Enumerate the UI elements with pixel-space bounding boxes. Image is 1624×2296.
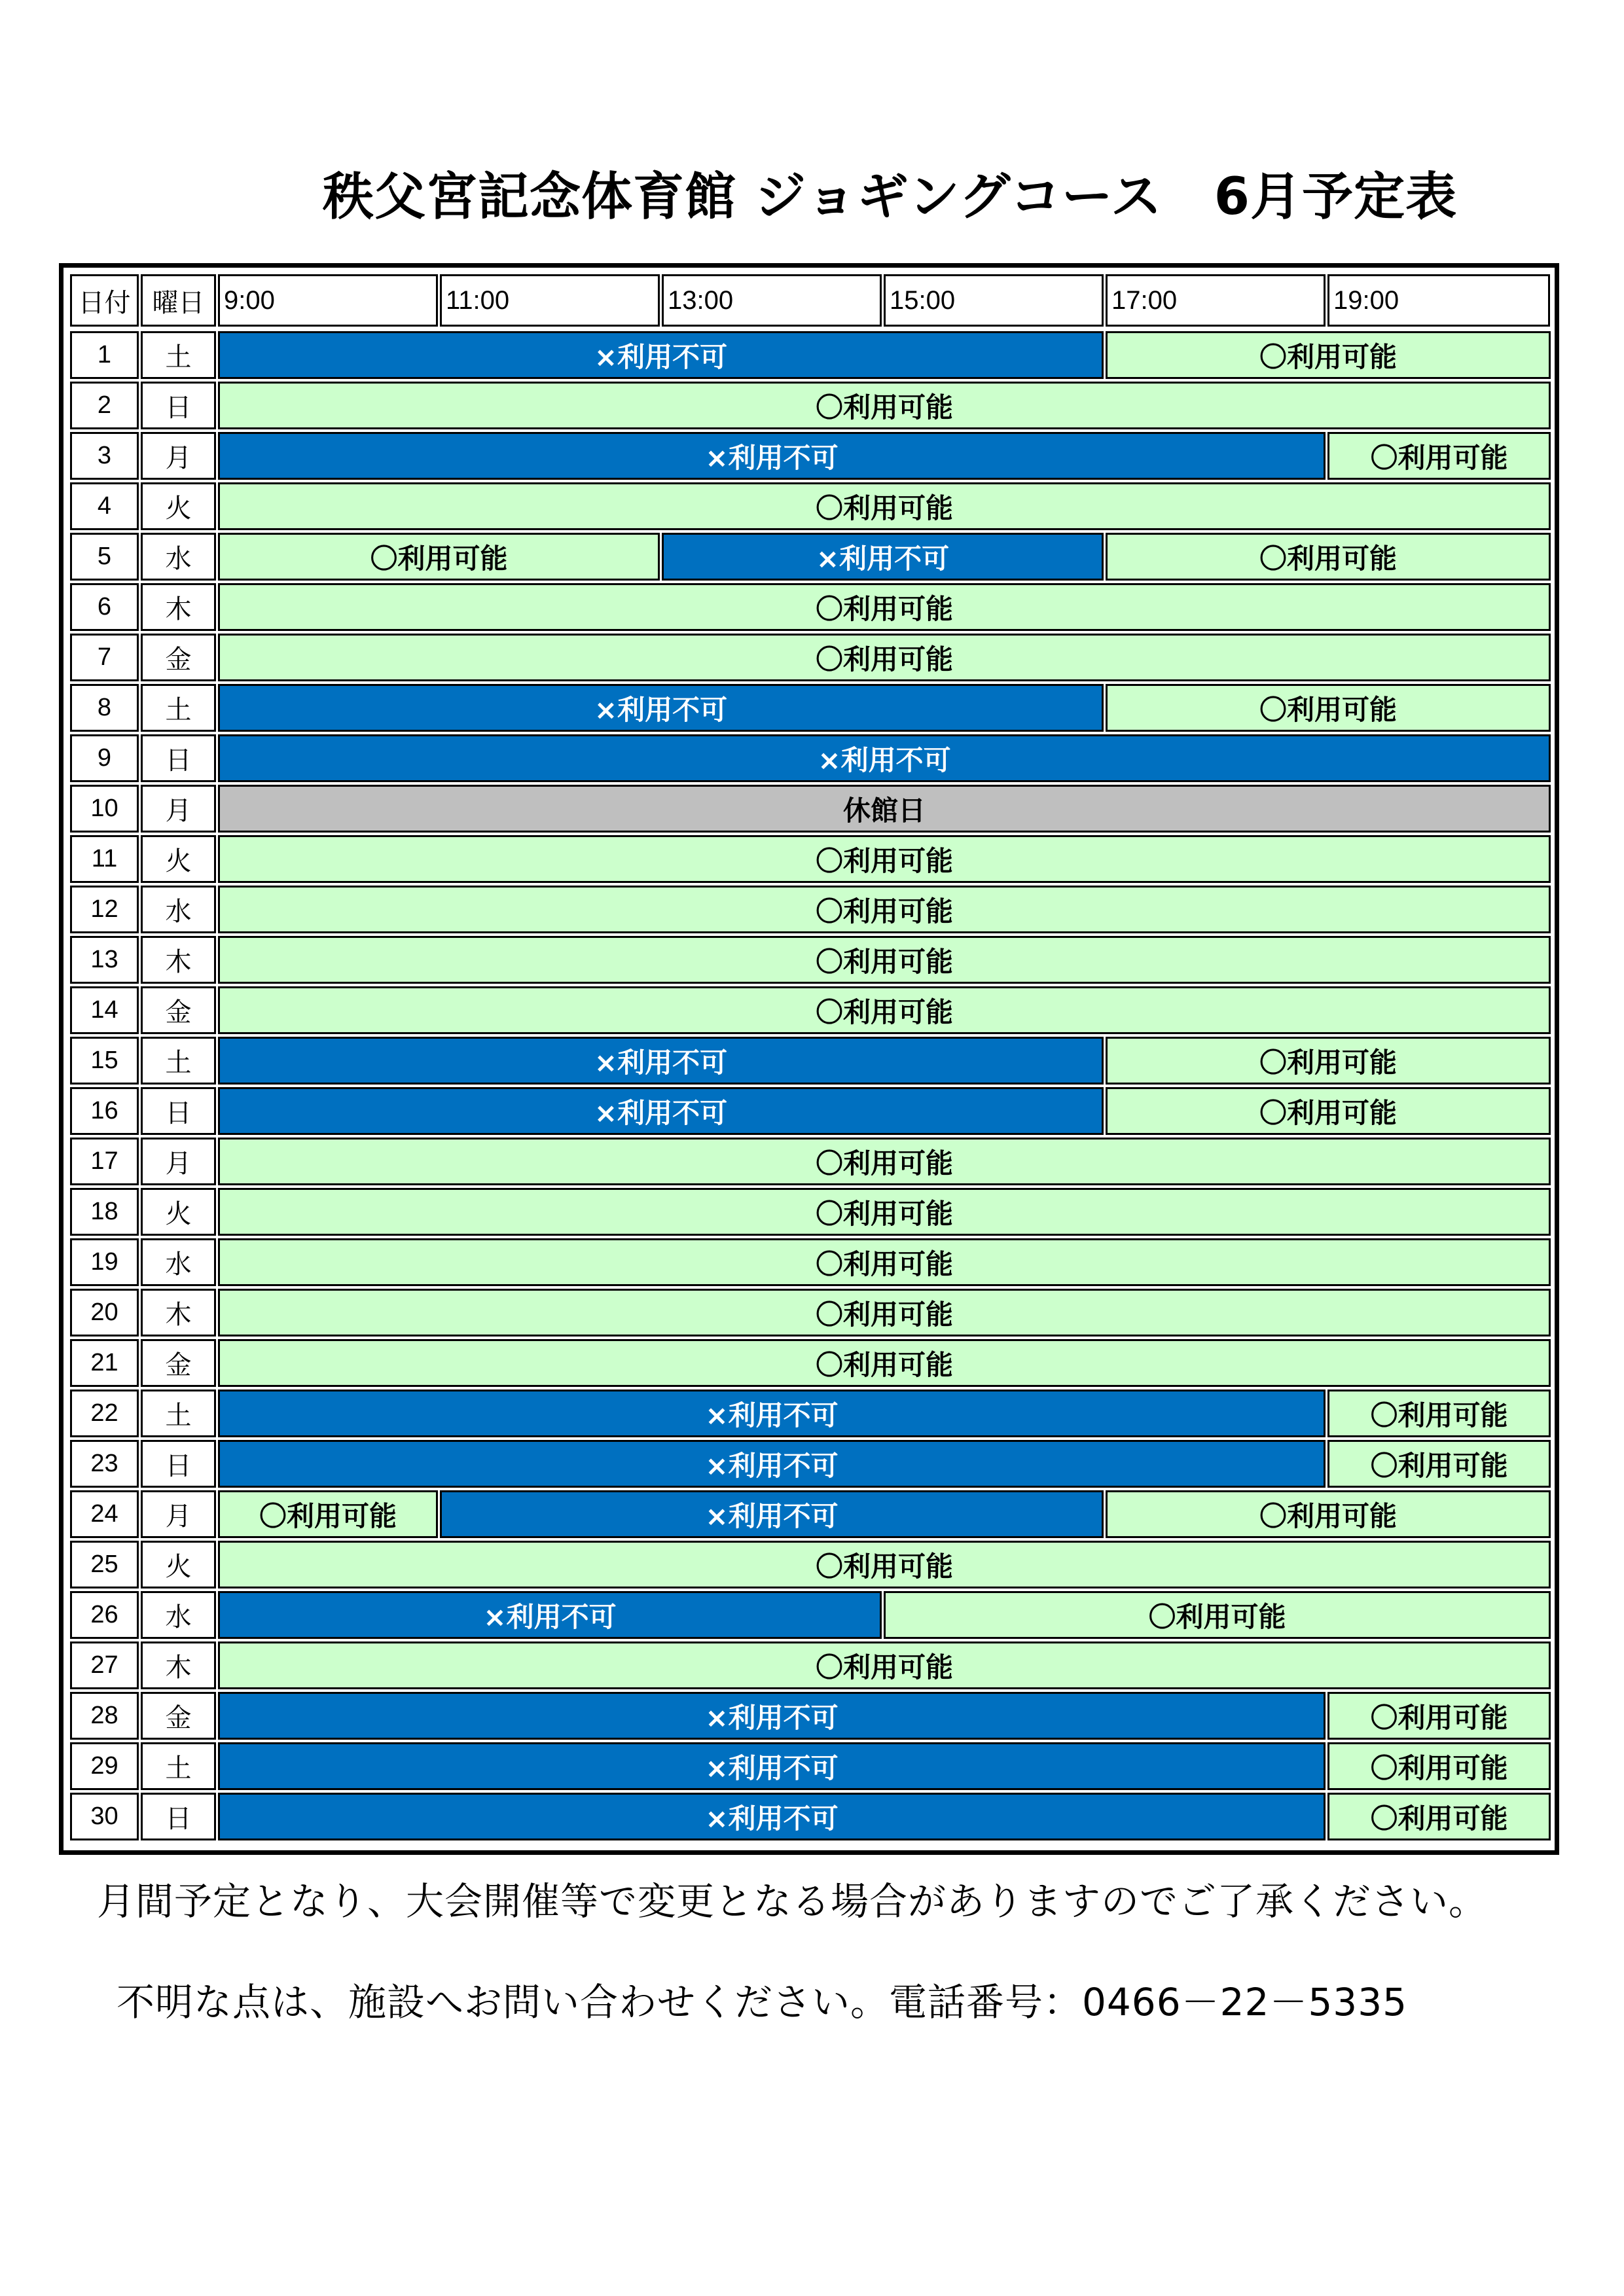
day-number: 5 bbox=[70, 533, 139, 581]
day-number: 18 bbox=[70, 1188, 139, 1236]
slot-unavailable: ×利用不可 bbox=[218, 331, 1104, 379]
schedule-table bbox=[59, 263, 1559, 1855]
day-number: 27 bbox=[70, 1641, 139, 1689]
slot-available: 〇利用可能 bbox=[218, 634, 1551, 681]
slot-available: 〇利用可能 bbox=[1327, 1742, 1551, 1790]
day-number: 20 bbox=[70, 1289, 139, 1336]
slot-available: 〇利用可能 bbox=[1106, 533, 1551, 581]
weekday: 金 bbox=[141, 1339, 216, 1387]
slot-unavailable: ×利用不可 bbox=[218, 432, 1326, 480]
slot-available: 〇利用可能 bbox=[218, 835, 1551, 883]
slot-available: 〇利用可能 bbox=[218, 1339, 1551, 1387]
header-time: 13:00 bbox=[662, 274, 882, 327]
weekday: 水 bbox=[141, 1238, 216, 1286]
day-number: 13 bbox=[70, 936, 139, 984]
slot-available: 〇利用可能 bbox=[218, 1238, 1551, 1286]
slot-unavailable: ×利用不可 bbox=[218, 1793, 1326, 1840]
day-number: 14 bbox=[70, 986, 139, 1034]
notice-contact: 不明な点は、施設へお問い合わせください。電話番号：0466－22－5335 bbox=[117, 1980, 1408, 2024]
slot-available: 〇利用可能 bbox=[218, 1490, 438, 1538]
weekday: 水 bbox=[141, 886, 216, 933]
page-title: 秩父宮記念体育館 ジョギングコース 6月予定表 bbox=[323, 168, 1458, 226]
slot-available: 〇利用可能 bbox=[1106, 1037, 1551, 1085]
slot-unavailable: ×利用不可 bbox=[218, 1440, 1326, 1488]
slot-available: 〇利用可能 bbox=[1327, 432, 1551, 480]
day-number: 6 bbox=[70, 583, 139, 631]
day-number: 26 bbox=[70, 1591, 139, 1639]
day-number: 29 bbox=[70, 1742, 139, 1790]
slot-available: 〇利用可能 bbox=[218, 1138, 1551, 1185]
weekday: 金 bbox=[141, 1692, 216, 1740]
weekday: 木 bbox=[141, 1641, 216, 1689]
weekday: 金 bbox=[141, 634, 216, 681]
slot-available: 〇利用可能 bbox=[218, 533, 660, 581]
slot-available: 〇利用可能 bbox=[218, 936, 1551, 984]
day-number: 28 bbox=[70, 1692, 139, 1740]
header-time: 17:00 bbox=[1106, 274, 1326, 327]
day-number: 23 bbox=[70, 1440, 139, 1488]
slot-available: 〇利用可能 bbox=[218, 1188, 1551, 1236]
slot-unavailable: ×利用不可 bbox=[218, 734, 1551, 782]
weekday: 火 bbox=[141, 835, 216, 883]
weekday: 月 bbox=[141, 1490, 216, 1538]
slot-available: 〇利用可能 bbox=[1106, 331, 1551, 379]
day-number: 15 bbox=[70, 1037, 139, 1085]
weekday: 金 bbox=[141, 986, 216, 1034]
notice-schedule-change: 月間予定となり、大会開催等で変更となる場合がありますのでご了承ください。 bbox=[97, 1879, 1488, 1924]
weekday: 土 bbox=[141, 1037, 216, 1085]
weekday: 日 bbox=[141, 1793, 216, 1840]
weekday: 土 bbox=[141, 1390, 216, 1437]
day-number: 25 bbox=[70, 1541, 139, 1588]
slot-closed: 休館日 bbox=[218, 785, 1551, 833]
slot-available: 〇利用可能 bbox=[884, 1591, 1551, 1639]
slot-unavailable: ×利用不可 bbox=[218, 1692, 1326, 1740]
weekday: 火 bbox=[141, 482, 216, 530]
day-number: 3 bbox=[70, 432, 139, 480]
weekday: 月 bbox=[141, 432, 216, 480]
slot-available: 〇利用可能 bbox=[1106, 1490, 1551, 1538]
header-date: 日付 bbox=[70, 274, 139, 327]
weekday: 日 bbox=[141, 734, 216, 782]
weekday: 水 bbox=[141, 533, 216, 581]
weekday: 月 bbox=[141, 1138, 216, 1185]
slot-unavailable: ×利用不可 bbox=[218, 1591, 882, 1639]
day-number: 22 bbox=[70, 1390, 139, 1437]
slot-unavailable: ×利用不可 bbox=[218, 684, 1104, 732]
slot-unavailable: ×利用不可 bbox=[218, 1742, 1326, 1790]
day-number: 19 bbox=[70, 1238, 139, 1286]
slot-available: 〇利用可能 bbox=[218, 382, 1551, 429]
slot-available: 〇利用可能 bbox=[1327, 1390, 1551, 1437]
weekday: 火 bbox=[141, 1541, 216, 1588]
weekday: 日 bbox=[141, 1440, 216, 1488]
slot-available: 〇利用可能 bbox=[1106, 684, 1551, 732]
day-number: 16 bbox=[70, 1087, 139, 1135]
header-time: 11:00 bbox=[440, 274, 660, 327]
slot-available: 〇利用可能 bbox=[218, 986, 1551, 1034]
weekday: 木 bbox=[141, 1289, 216, 1336]
slot-unavailable: ×利用不可 bbox=[218, 1087, 1104, 1135]
slot-available: 〇利用可能 bbox=[218, 1641, 1551, 1689]
weekday: 土 bbox=[141, 684, 216, 732]
day-number: 1 bbox=[70, 331, 139, 379]
day-number: 30 bbox=[70, 1793, 139, 1840]
weekday: 木 bbox=[141, 583, 216, 631]
day-number: 4 bbox=[70, 482, 139, 530]
slot-unavailable: ×利用不可 bbox=[218, 1390, 1326, 1437]
header-weekday: 曜日 bbox=[141, 274, 216, 327]
weekday: 日 bbox=[141, 1087, 216, 1135]
day-number: 24 bbox=[70, 1490, 139, 1538]
weekday: 火 bbox=[141, 1188, 216, 1236]
weekday: 水 bbox=[141, 1591, 216, 1639]
day-number: 9 bbox=[70, 734, 139, 782]
slot-unavailable: ×利用不可 bbox=[440, 1490, 1104, 1538]
slot-available: 〇利用可能 bbox=[218, 1541, 1551, 1588]
weekday: 月 bbox=[141, 785, 216, 833]
header-time: 19:00 bbox=[1327, 274, 1550, 327]
day-number: 17 bbox=[70, 1138, 139, 1185]
slot-available: 〇利用可能 bbox=[1106, 1087, 1551, 1135]
header-time: 15:00 bbox=[884, 274, 1104, 327]
day-number: 8 bbox=[70, 684, 139, 732]
day-number: 2 bbox=[70, 382, 139, 429]
weekday: 日 bbox=[141, 382, 216, 429]
slot-available: 〇利用可能 bbox=[1327, 1440, 1551, 1488]
header-time: 9:00 bbox=[218, 274, 438, 327]
slot-available: 〇利用可能 bbox=[218, 1289, 1551, 1336]
slot-available: 〇利用可能 bbox=[1327, 1793, 1551, 1840]
slot-available: 〇利用可能 bbox=[218, 886, 1551, 933]
slot-available: 〇利用可能 bbox=[1327, 1692, 1551, 1740]
weekday: 土 bbox=[141, 1742, 216, 1790]
day-number: 12 bbox=[70, 886, 139, 933]
weekday: 木 bbox=[141, 936, 216, 984]
day-number: 21 bbox=[70, 1339, 139, 1387]
day-number: 7 bbox=[70, 634, 139, 681]
slot-unavailable: ×利用不可 bbox=[218, 1037, 1104, 1085]
day-number: 10 bbox=[70, 785, 139, 833]
day-number: 11 bbox=[70, 835, 139, 883]
slot-available: 〇利用可能 bbox=[218, 482, 1551, 530]
slot-available: 〇利用可能 bbox=[218, 583, 1551, 631]
slot-unavailable: ×利用不可 bbox=[662, 533, 1104, 581]
weekday: 土 bbox=[141, 331, 216, 379]
